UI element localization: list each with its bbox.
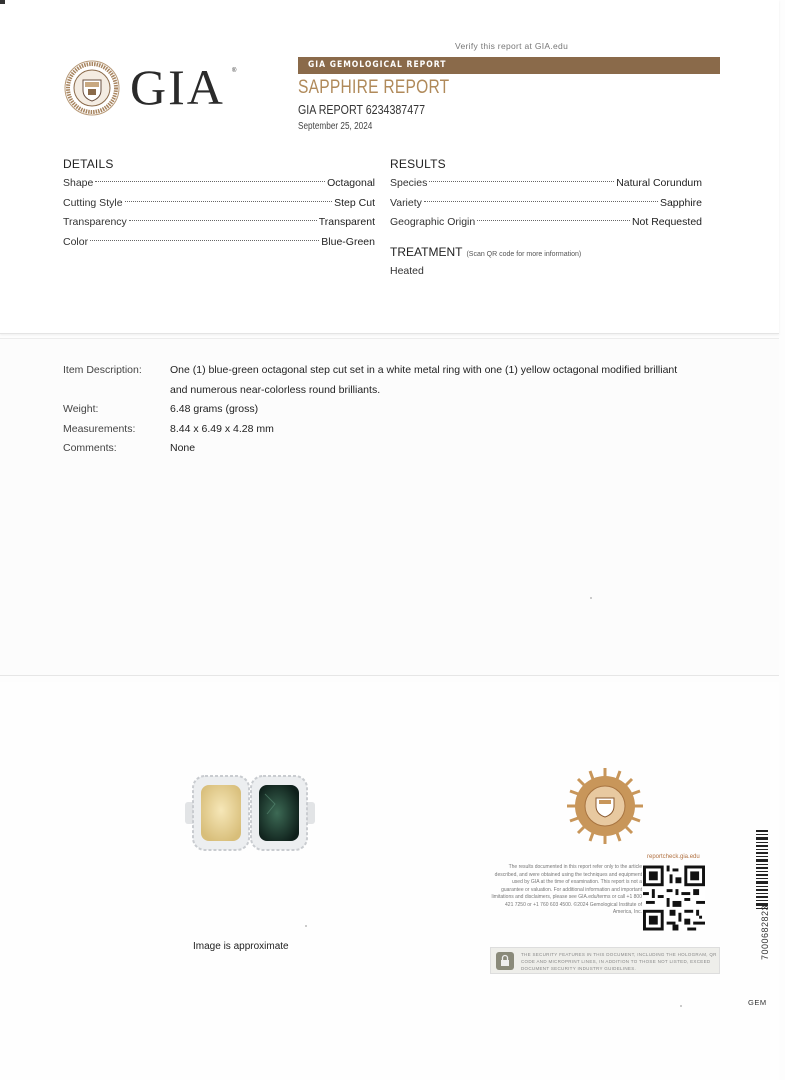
ring-photo — [185, 774, 315, 852]
verify-link[interactable]: Verify this report at GIA.edu — [455, 41, 569, 51]
gia-logo-text: GIA — [130, 59, 225, 115]
detail-row-transparency — [63, 213, 375, 233]
detail-row-cutting-style — [63, 194, 375, 214]
leader-dots — [429, 181, 614, 182]
report-date: September 25, 2024 — [298, 121, 373, 132]
detail-value: Step Cut — [334, 196, 375, 209]
item-row-weight — [63, 400, 683, 420]
detail-row-shape — [63, 174, 375, 194]
result-row-species — [390, 174, 702, 194]
result-value: Not Requested — [631, 216, 702, 229]
item-label: Item Description: — [63, 364, 142, 376]
leader-dots — [90, 240, 319, 241]
qr-code-icon[interactable] — [643, 865, 705, 931]
serial-number: 7000682823 — [760, 904, 770, 960]
result-row-origin — [390, 213, 702, 233]
reportcheck-link[interactable]: reportcheck.gia.edu — [647, 854, 700, 860]
lock-icon — [496, 952, 514, 970]
treatment-title: TREATMENT — [390, 245, 463, 259]
detail-value: Octagonal — [327, 177, 375, 189]
report-number: GIA REPORT 6234387477 — [298, 102, 426, 117]
result-value: Sapphire — [659, 196, 702, 209]
leader-dots — [125, 201, 333, 202]
item-value: 6.48 grams (gross) — [170, 403, 259, 416]
detail-label: Cutting Style — [63, 196, 123, 209]
result-label: Geographic Origin — [390, 216, 476, 229]
results-heading: RESULTS — [390, 157, 446, 171]
item-label: Measurements: — [63, 422, 136, 435]
result-label: Variety — [390, 196, 422, 209]
security-notice — [490, 947, 720, 974]
leader-dots — [424, 201, 658, 202]
corner-mark — [0, 0, 5, 4]
image-caption: Image is approximate — [193, 941, 289, 952]
treatment-value: Heated — [390, 265, 424, 277]
report-title-bar — [298, 57, 720, 74]
item-value: 8.44 x 6.49 x 4.28 mm — [170, 422, 274, 435]
leader-dots — [129, 220, 317, 221]
item-label: Weight: — [63, 403, 99, 416]
gem-code: GEM — [748, 998, 767, 1007]
disclaimer-text: The results documented in this report refer only to the article described, and were obtained using the techniques and equipment used by GIA at the time of examination. This report is not a guarantee or valuation. For additional information and important limitations and disclaimers, please see GIA.edu/terms or call +1 800 421 7250 or +1 760 603 4500. ©2024 Gemological Institute of America, Inc. — [491, 864, 642, 915]
item-label: Comments: — [63, 442, 117, 455]
details-section — [63, 157, 375, 253]
item-row-comments — [63, 439, 683, 459]
treatment-note: (Scan QR code for more information) — [466, 251, 582, 258]
gold-seal-icon — [565, 766, 645, 846]
item-value: One (1) blue-green octagonal step cut set in a white metal ring with one (1) yellow octagonal modified brilliant and numerous near-colorless round brilliants. — [170, 364, 678, 396]
detail-label: Color — [63, 236, 89, 249]
detail-label: Transparency — [63, 216, 127, 229]
leader-dots — [95, 181, 325, 182]
results-section — [390, 157, 702, 233]
item-value: None — [170, 442, 196, 455]
result-value: Natural Corundum — [616, 177, 702, 189]
item-row-description — [63, 361, 683, 400]
result-row-variety — [390, 194, 702, 214]
dust-speck — [590, 597, 592, 599]
gia-seal-icon — [64, 60, 120, 116]
item-row-measurements — [63, 420, 683, 440]
dust-speck — [305, 925, 307, 927]
detail-row-color — [63, 233, 375, 253]
registered-mark: ® — [232, 68, 237, 74]
leader-dots — [477, 220, 630, 221]
result-label: Species — [390, 177, 428, 189]
details-heading: DETAILS — [63, 157, 114, 171]
detail-value: Transparent — [318, 216, 375, 229]
treatment-heading — [390, 245, 581, 259]
detail-label: Shape — [63, 177, 94, 189]
detail-value: Blue-Green — [321, 236, 375, 249]
item-description-section — [63, 361, 683, 459]
dust-speck — [680, 1005, 682, 1007]
report-type: SAPPHIRE REPORT — [298, 77, 450, 98]
security-text: THE SECURITY FEATURES IN THIS DOCUMENT, INCLUDING THE HOLOGRAM, QR CODE AND MICROPRINT LINES, IN ADDITION TO THOSE NOT LISTED, EXCEED DOCUMENT SECURITY INDUSTRY GUIDELINES. — [521, 952, 717, 971]
report-bar-label: GIA GEMOLOGICAL REPORT — [308, 60, 447, 70]
